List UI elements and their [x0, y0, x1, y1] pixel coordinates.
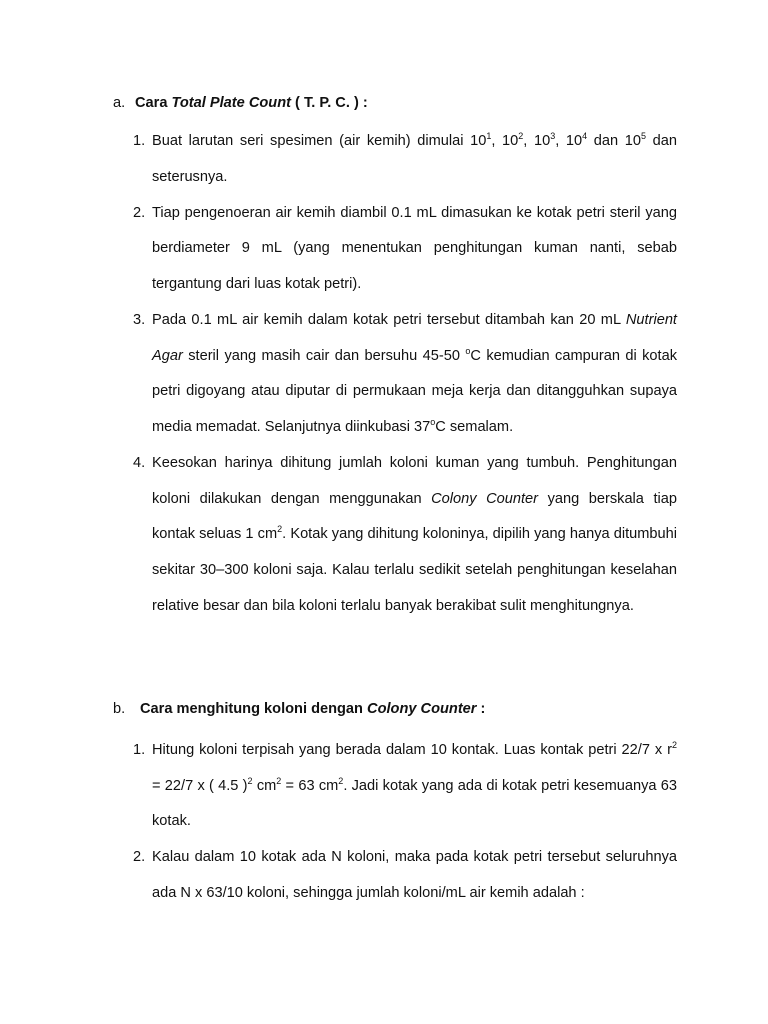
list-item	[0, 840, 768, 911]
list-item	[0, 733, 768, 840]
list-item-number: 2.	[133, 204, 146, 221]
section-b-title: Cara menghitung koloni dengan Colony Counter :	[140, 701, 486, 717]
section-a-heading	[0, 92, 768, 114]
list-item	[0, 124, 768, 195]
list-item-number: 1.	[133, 133, 146, 149]
section-b	[0, 698, 768, 901]
section-a	[0, 92, 768, 614]
section-a-marker: a.	[113, 95, 126, 111]
list-item-text: Keesokan harinya dihitung jumlah koloni kuman yang tumbuh. Penghitungan koloni dilakukan dengan menggunakan Colony Counter yang berskala tiap kontak seluas 1 $cm^2$. Kotak yang dihitung koloninya, dipilih yang hanya ditumbuhi sekitar 30–300 koloni saja. Kalau terlalu sedikit setelah penghitungan keselahan relative besar dan bila koloni terlalu banyak berakibat sulit menghitungnya.	[152, 455, 678, 614]
list-item-text: Pada 0.1 mL air kemih dalam kotak petri tersebut ditambah kan 20 mL Nutrient Agar steril yang masih cair dan bersuhu 45-50 $^o$C kemudian campuran di kotak petri digoyang atau diputar di permukaan meja kerja dan ditangguhkan supaya media memadat. Selanjutnya diinkubasi 37$^o$C semalam.	[152, 312, 677, 435]
section-b-list	[0, 733, 768, 912]
section-b-heading	[0, 698, 768, 720]
section-b-marker: b.	[113, 701, 126, 717]
list-item-text: Kalau dalam 10 kotak ada N koloni, maka pada kotak petri tersebut seluruhnya ada N x 63/10 koloni, sehingga jumlah koloni/mL air kemih adalah :	[152, 849, 677, 901]
section-a-title: Cara Total Plate Count ( T. P. C. ) :	[135, 95, 368, 111]
section-a-list	[0, 124, 768, 624]
list-item	[0, 446, 768, 624]
list-item-number: 1.	[133, 742, 146, 758]
list-item	[0, 196, 768, 303]
list-item-text: Tiap pengenoeran air kemih diambil 0.1 mL dimasukan ke kotak petri steril yang berdiameter 9 mL (yang menentukan penghitungan kuman nanti, sebab tergantung dari luas kotak petri).	[152, 204, 677, 292]
list-item-text: Buat larutan seri spesimen (air kemih) dimulai $10^1$, $10^2$, $10^3$, $10^4$ dan $10^5$ dan seterusnya.	[152, 131, 678, 185]
list-item-number: 3.	[133, 312, 146, 329]
list-item	[0, 303, 768, 445]
list-item-text: Hitung koloni terpisah yang berada dalam 10 kontak. Luas kontak petri 22/7 x $r^2 = 22/7$ x ( 4.5 )$^2$ $cm^2 = 63$ $cm^2$. Jadi kotak yang ada di kotak petri kesemuanya 63 kotak.	[152, 740, 677, 830]
list-item-number: 4.	[133, 455, 146, 472]
list-item-number: 2.	[133, 849, 146, 866]
